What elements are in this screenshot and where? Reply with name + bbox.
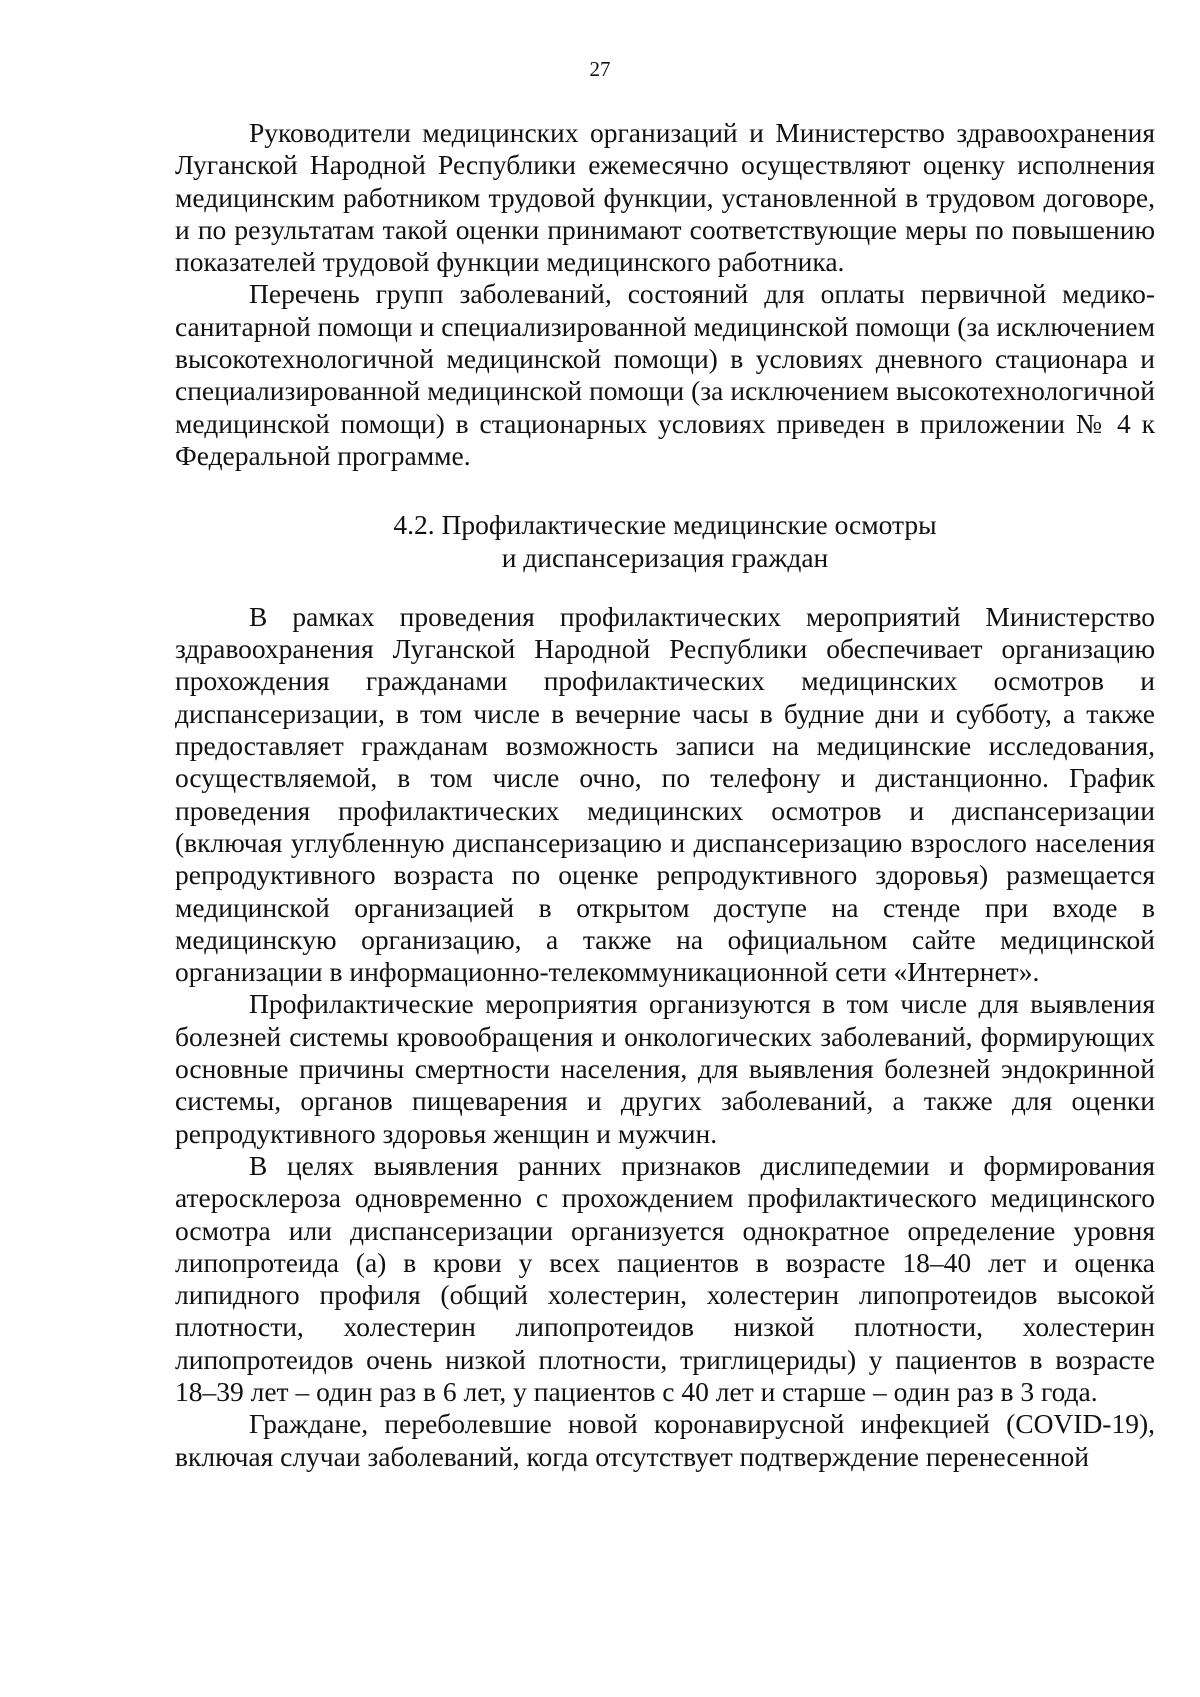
- section-heading-line-1: 4.2. Профилактические медицинские осмотры: [393, 509, 937, 541]
- page-number: 27: [589, 57, 611, 81]
- section-heading: [175, 509, 1155, 574]
- paragraph-covid: Граждане, переболевшие новой коронавирусной инфекцией (COVID-19), включая случаи заболеваний, когда отсутствует подтверждение перенесенной: [175, 1408, 1155, 1472]
- paragraph-dyslipidemia: В целях выявления ранних признаков дислипедемии и формирования атеросклероза одновременно с прохождением профилактического медицинского осмотра или диспансеризации организуется однократное определение уровня липопротеида (а) в крови у всех пациентов в возрасте 18–40 лет и оценка липидного профиля (общий холестерин, холестерин липопротеидов высокой плотности, холестерин липопротеидов низкой плотности, холестерин липопротеидов очень низкой плотности, триглицериды) у пациентов в возрасте 18–39 лет – один раз в 6 лет, у пациентов с 40 лет и старше – один раз в 3 года.: [175, 1149, 1155, 1407]
- paragraph-disease-groups: Перечень групп заболеваний, состояний для оплаты первичной медико-санитарной помощи и специализированной медицинской помощи (за исключением высокотехнологичной медицинской помощи) в условиях дневного стационара и специализированной медицинской помощи (за исключением высокотехнологичной медицинской помощи) в стационарных условиях приведен в приложении № 4 к Федеральной программе.: [175, 278, 1155, 471]
- section-heading-line-2: и диспансеризация граждан: [501, 541, 829, 573]
- paragraph-preventive-purpose: Профилактические мероприятия организуются в том числе для выявления болезней системы кровообращения и онкологических заболеваний, формирующих основные причины смертности населения, для выявления болезней эндокринной системы, органов пищеварения и других заболеваний, а также для оценки репродуктивного здоровья женщин и мужчин.: [175, 988, 1155, 1149]
- paragraph-assessment: Руководители медицинских организаций и Министерство здравоохранения Луганской Народной Республики ежемесячно осуществляют оценку исполнения медицинским работником трудовой функции, установленной в трудовом договоре, и по результатам такой оценки принимают соответствующие меры по повышению показателей трудовой функции медицинского работника.: [175, 117, 1155, 278]
- document-body: [175, 117, 1155, 1473]
- paragraph-preventive-organization: В рамках проведения профилактических мероприятий Министерство здравоохранения Луганской Народной Республики обеспечивает организацию прохождения гражданами профилактических медицинских осмотров и диспансеризации, в том числе в вечерние часы в будние дни и субботу, а также предоставляет гражданам возможность записи на медицинские исследования, осуществляемой, в том числе очно, по телефону и дистанционно. График проведения профилактических медицинских осмотров и диспансеризации (включая углубленную диспансеризацию и диспансеризацию взрослого населения репродуктивного возраста по оценке репродуктивного здоровья) размещается медицинской организацией в открытом доступе на стенде при входе в медицинскую организацию, а также на официальном сайте медицинской организации в информационно-телекоммуникационной сети «Интернет».: [175, 600, 1155, 988]
